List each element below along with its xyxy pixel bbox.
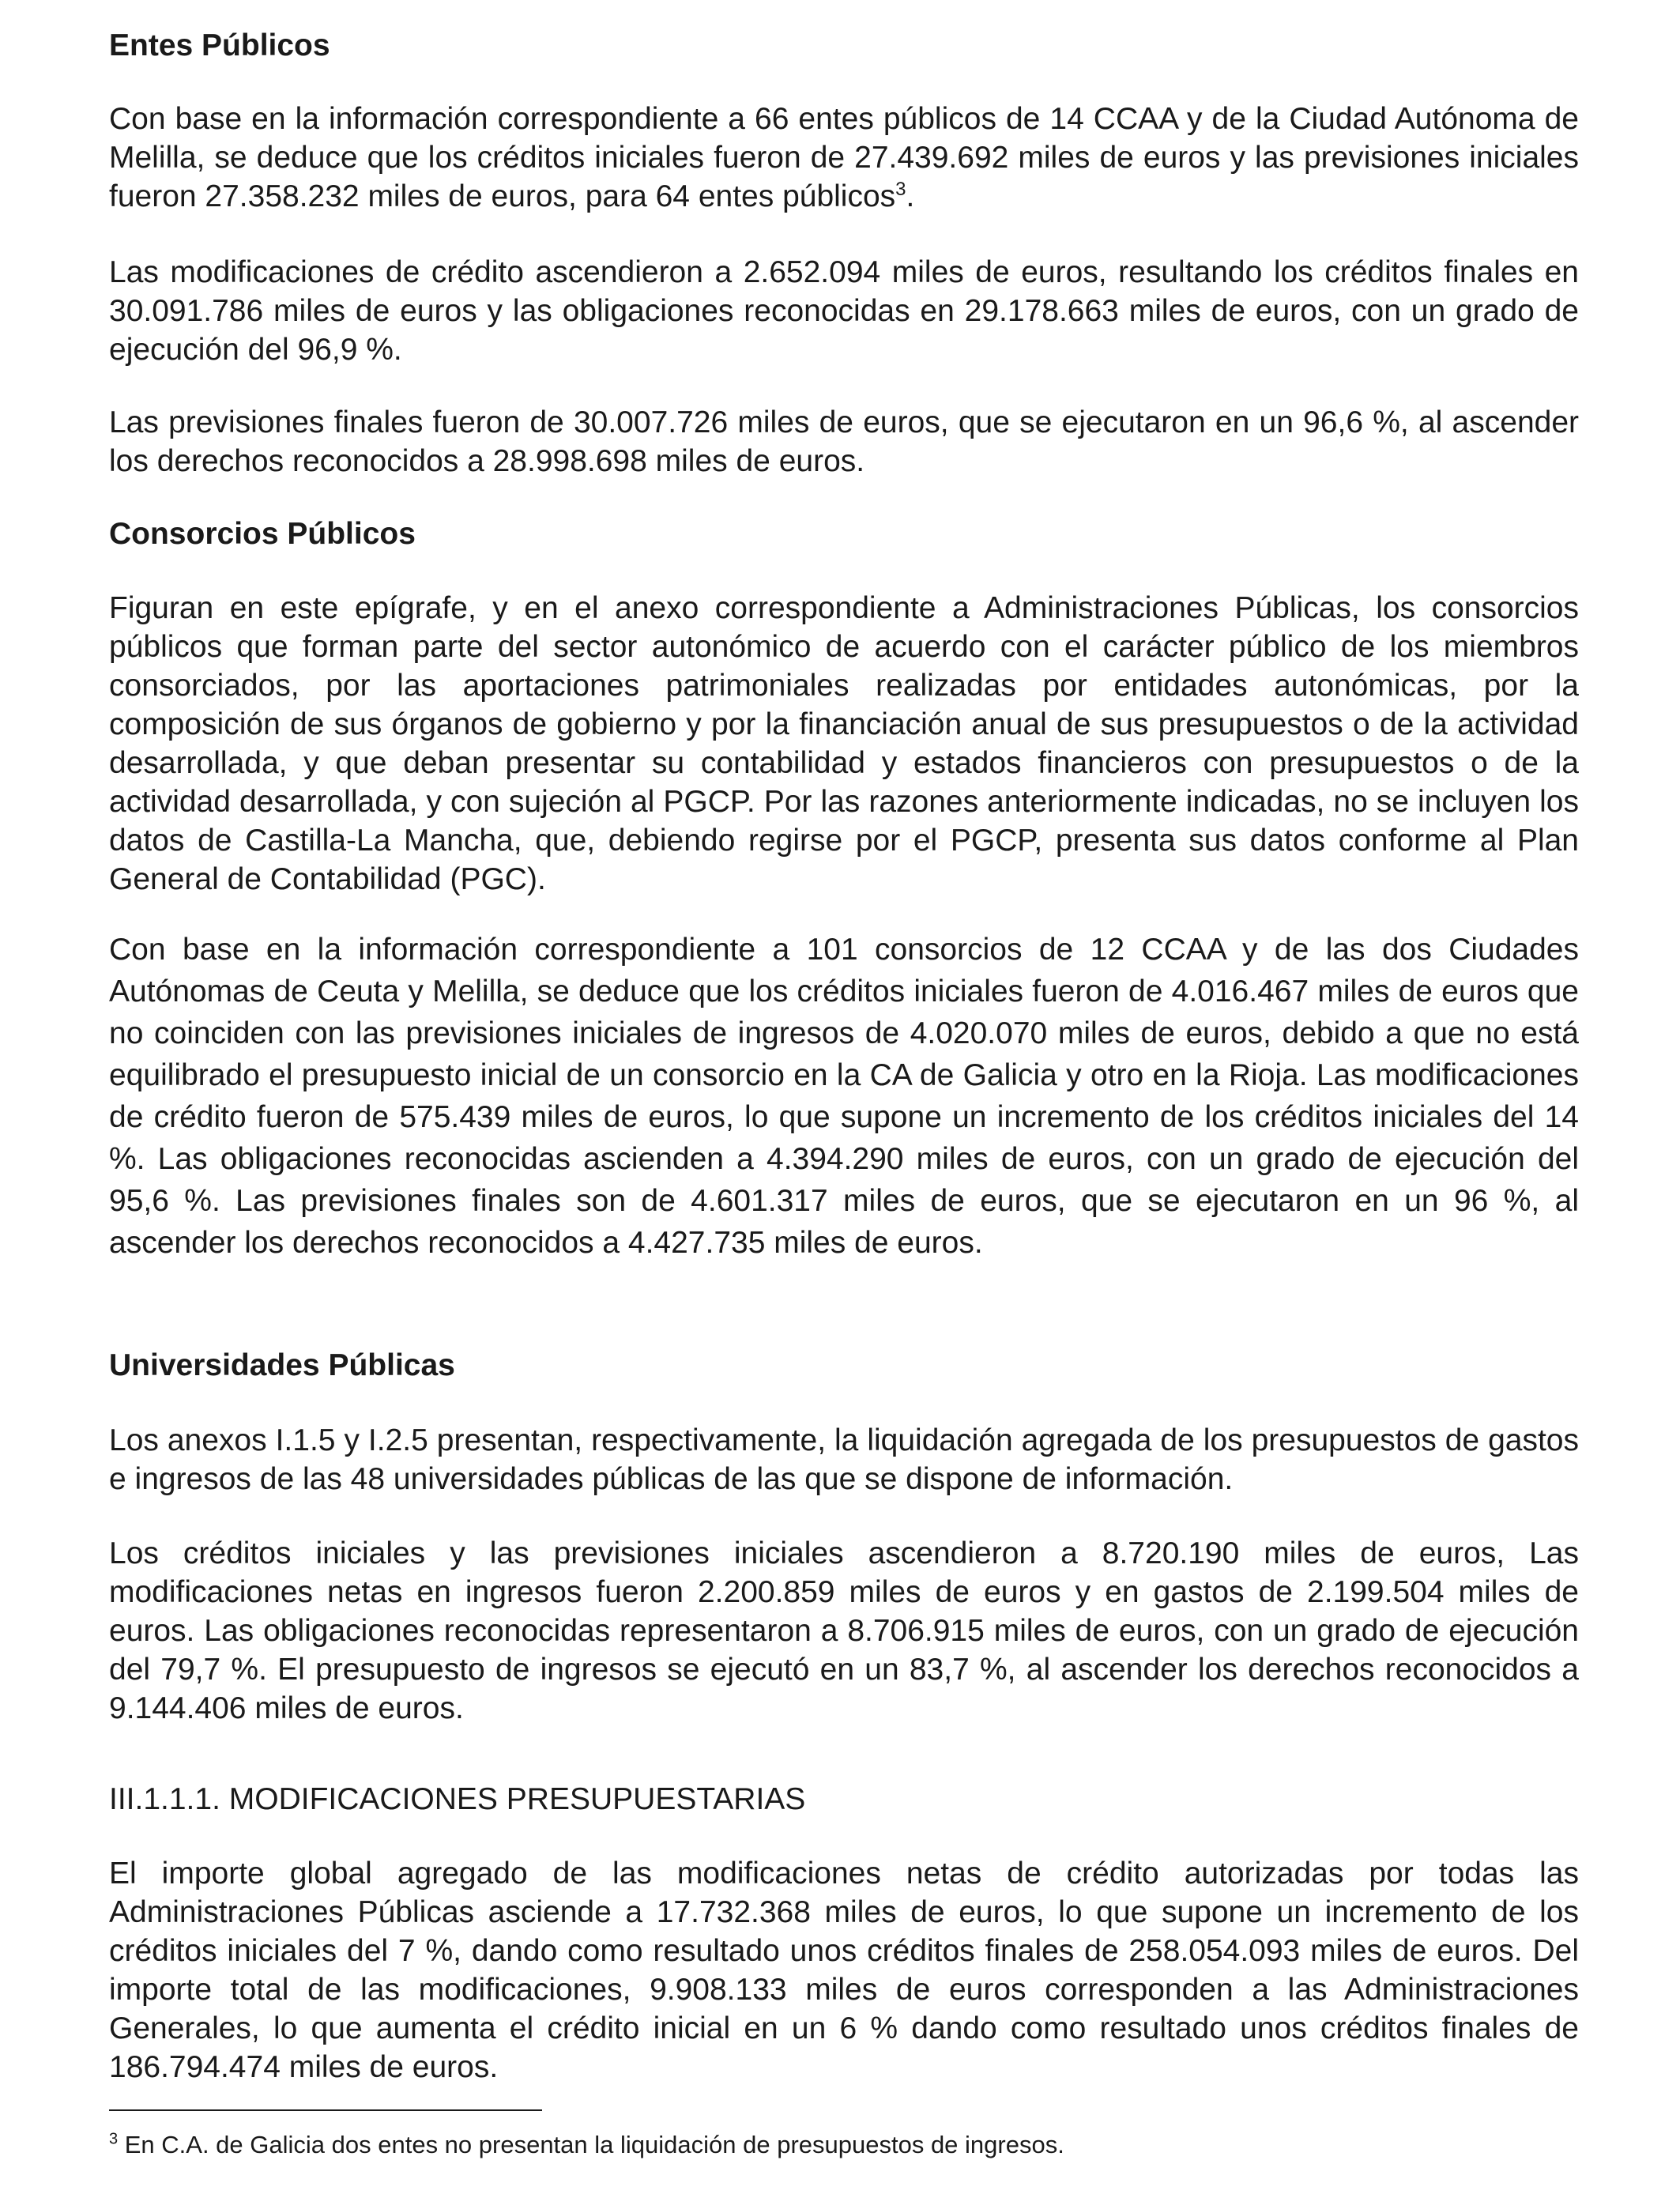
section-heading-universidades: Universidades Públicas xyxy=(109,1348,455,1382)
paragraph: Las modificaciones de crédito ascendieron a 2.652.094 miles de euros, resultando los créditos finales en 30.091.786 miles de euros y las obligaciones reconocidas en 29.178.663 miles de euros, con un grado de ejecución del 96,9 %. xyxy=(109,255,1579,367)
paragraph: El importe global agregado de las modificaciones netas de crédito autorizadas por todas las Administraciones Públicas asciende a 17.732.368 miles de euros, lo que supone un incremento de los créditos iniciales del 7 %, dando como resultado unos créditos finales de 258.054.093 miles de euros. Del importe total de las modificaciones, 9.908.133 miles de euros corresponden a las Administraciones Generales, lo que aumenta el crédito inicial en un 6 % dando como resultado unos créditos finales de 186.794.474 miles de euros. xyxy=(109,1857,1579,2084)
paragraph: Los créditos iniciales y las previsiones iniciales ascendieron a 8.720.190 miles de euros, Las modificaciones netas en ingresos fueron 2.200.859 miles de euros y en gastos de 2.199.504 miles de euros. Las obligaciones reconocidas representaron a 8.706.915 miles de euros, con un grado de ejecución del 79,7 %. El presupuesto de ingresos se ejecutó en un 83,7 %, al ascender los derechos reconocidos a 9.144.406 miles de euros. xyxy=(109,1536,1579,1725)
footnote-number: 3 xyxy=(109,2130,119,2148)
section-heading-consorcios: Consorcios Públicos xyxy=(109,517,416,551)
paragraph: Los anexos I.1.5 y I.2.5 presentan, respectivamente, la liquidación agregada de los presupuestos de gastos e ingresos de las 48 universidades públicas de las que se dispone de información. xyxy=(109,1423,1579,1496)
paragraph-text: Con base en la información correspondiente a 66 entes públicos de 14 CCAA y de la Ciudad Autónoma de Melilla, se deduce que los créditos iniciales fueron de 27.439.692 miles de euros y las previsiones iniciales fueron 27.358.232 miles de euros, para 64 entes públicos xyxy=(109,102,1579,213)
paragraph: Con base en la información correspondiente a 101 consorcios de 12 CCAA y de las dos Ciudades Autónomas de Ceuta y Melilla, se deduce que los créditos iniciales fueron de 4.016.467 miles de euros que no coinciden con las previsiones iniciales de ingresos de 4.020.070 miles de euros, debido a que no está equilibrado el presupuesto inicial de un consorcio en la CA de Galicia y otro en la Rioja. Las modificaciones de crédito fueron de 575.439 miles de euros, lo que supone un incremento de los créditos iniciales del 14 %. Las obligaciones reconocidas ascienden a 4.394.290 miles de euros, con un grado de ejecución del 95,6 %. Las previsiones finales son de 4.601.317 miles de euros, que se ejecutaron en un 96 %, al ascender los derechos reconocidos a 4.427.735 miles de euros. xyxy=(109,933,1579,1260)
paragraph: Figuran en este epígrafe, y en el anexo correspondiente a Administraciones Públicas, los consorcios públicos que forman parte del sector autonómico de acuerdo con el carácter público de los miembros consorciados, por las aportaciones patrimoniales realizadas por entidades autonómicas, por la composición de sus órganos de gobierno y por la financiación anual de sus presupuestos o de la actividad desarrollada, y que deban presentar su contabilidad y estados financieros con presupuestos o de la actividad desarrollada, y con sujeción al PGCP. Por las razones anteriormente indicadas, no se incluyen los datos de Castilla-La Mancha, que, debiendo regirse por el PGCP, presenta sus datos conforme al Plan General de Contabilidad (PGC). xyxy=(109,591,1579,896)
section-heading-modificaciones: III.1.1.1. MODIFICACIONES PRESUPUESTARIAS xyxy=(109,1782,806,1816)
paragraph: Las previsiones finales fueron de 30.007.726 miles de euros, que se ejecutaron en un 96,6 %, al ascender los derechos reconocidos a 28.998.698 miles de euros. xyxy=(109,405,1579,478)
footnote-text: En C.A. de Galicia dos entes no presentan la liquidación de presupuestos de ingresos. xyxy=(118,2131,1064,2158)
paragraph xyxy=(109,100,1579,216)
paragraph-end: . xyxy=(906,179,915,213)
section-heading-entes: Entes Públicos xyxy=(109,28,330,62)
footnote-separator xyxy=(109,2109,542,2111)
footnote xyxy=(109,2129,1579,2161)
footnote-ref[interactable]: 3 xyxy=(895,179,906,200)
